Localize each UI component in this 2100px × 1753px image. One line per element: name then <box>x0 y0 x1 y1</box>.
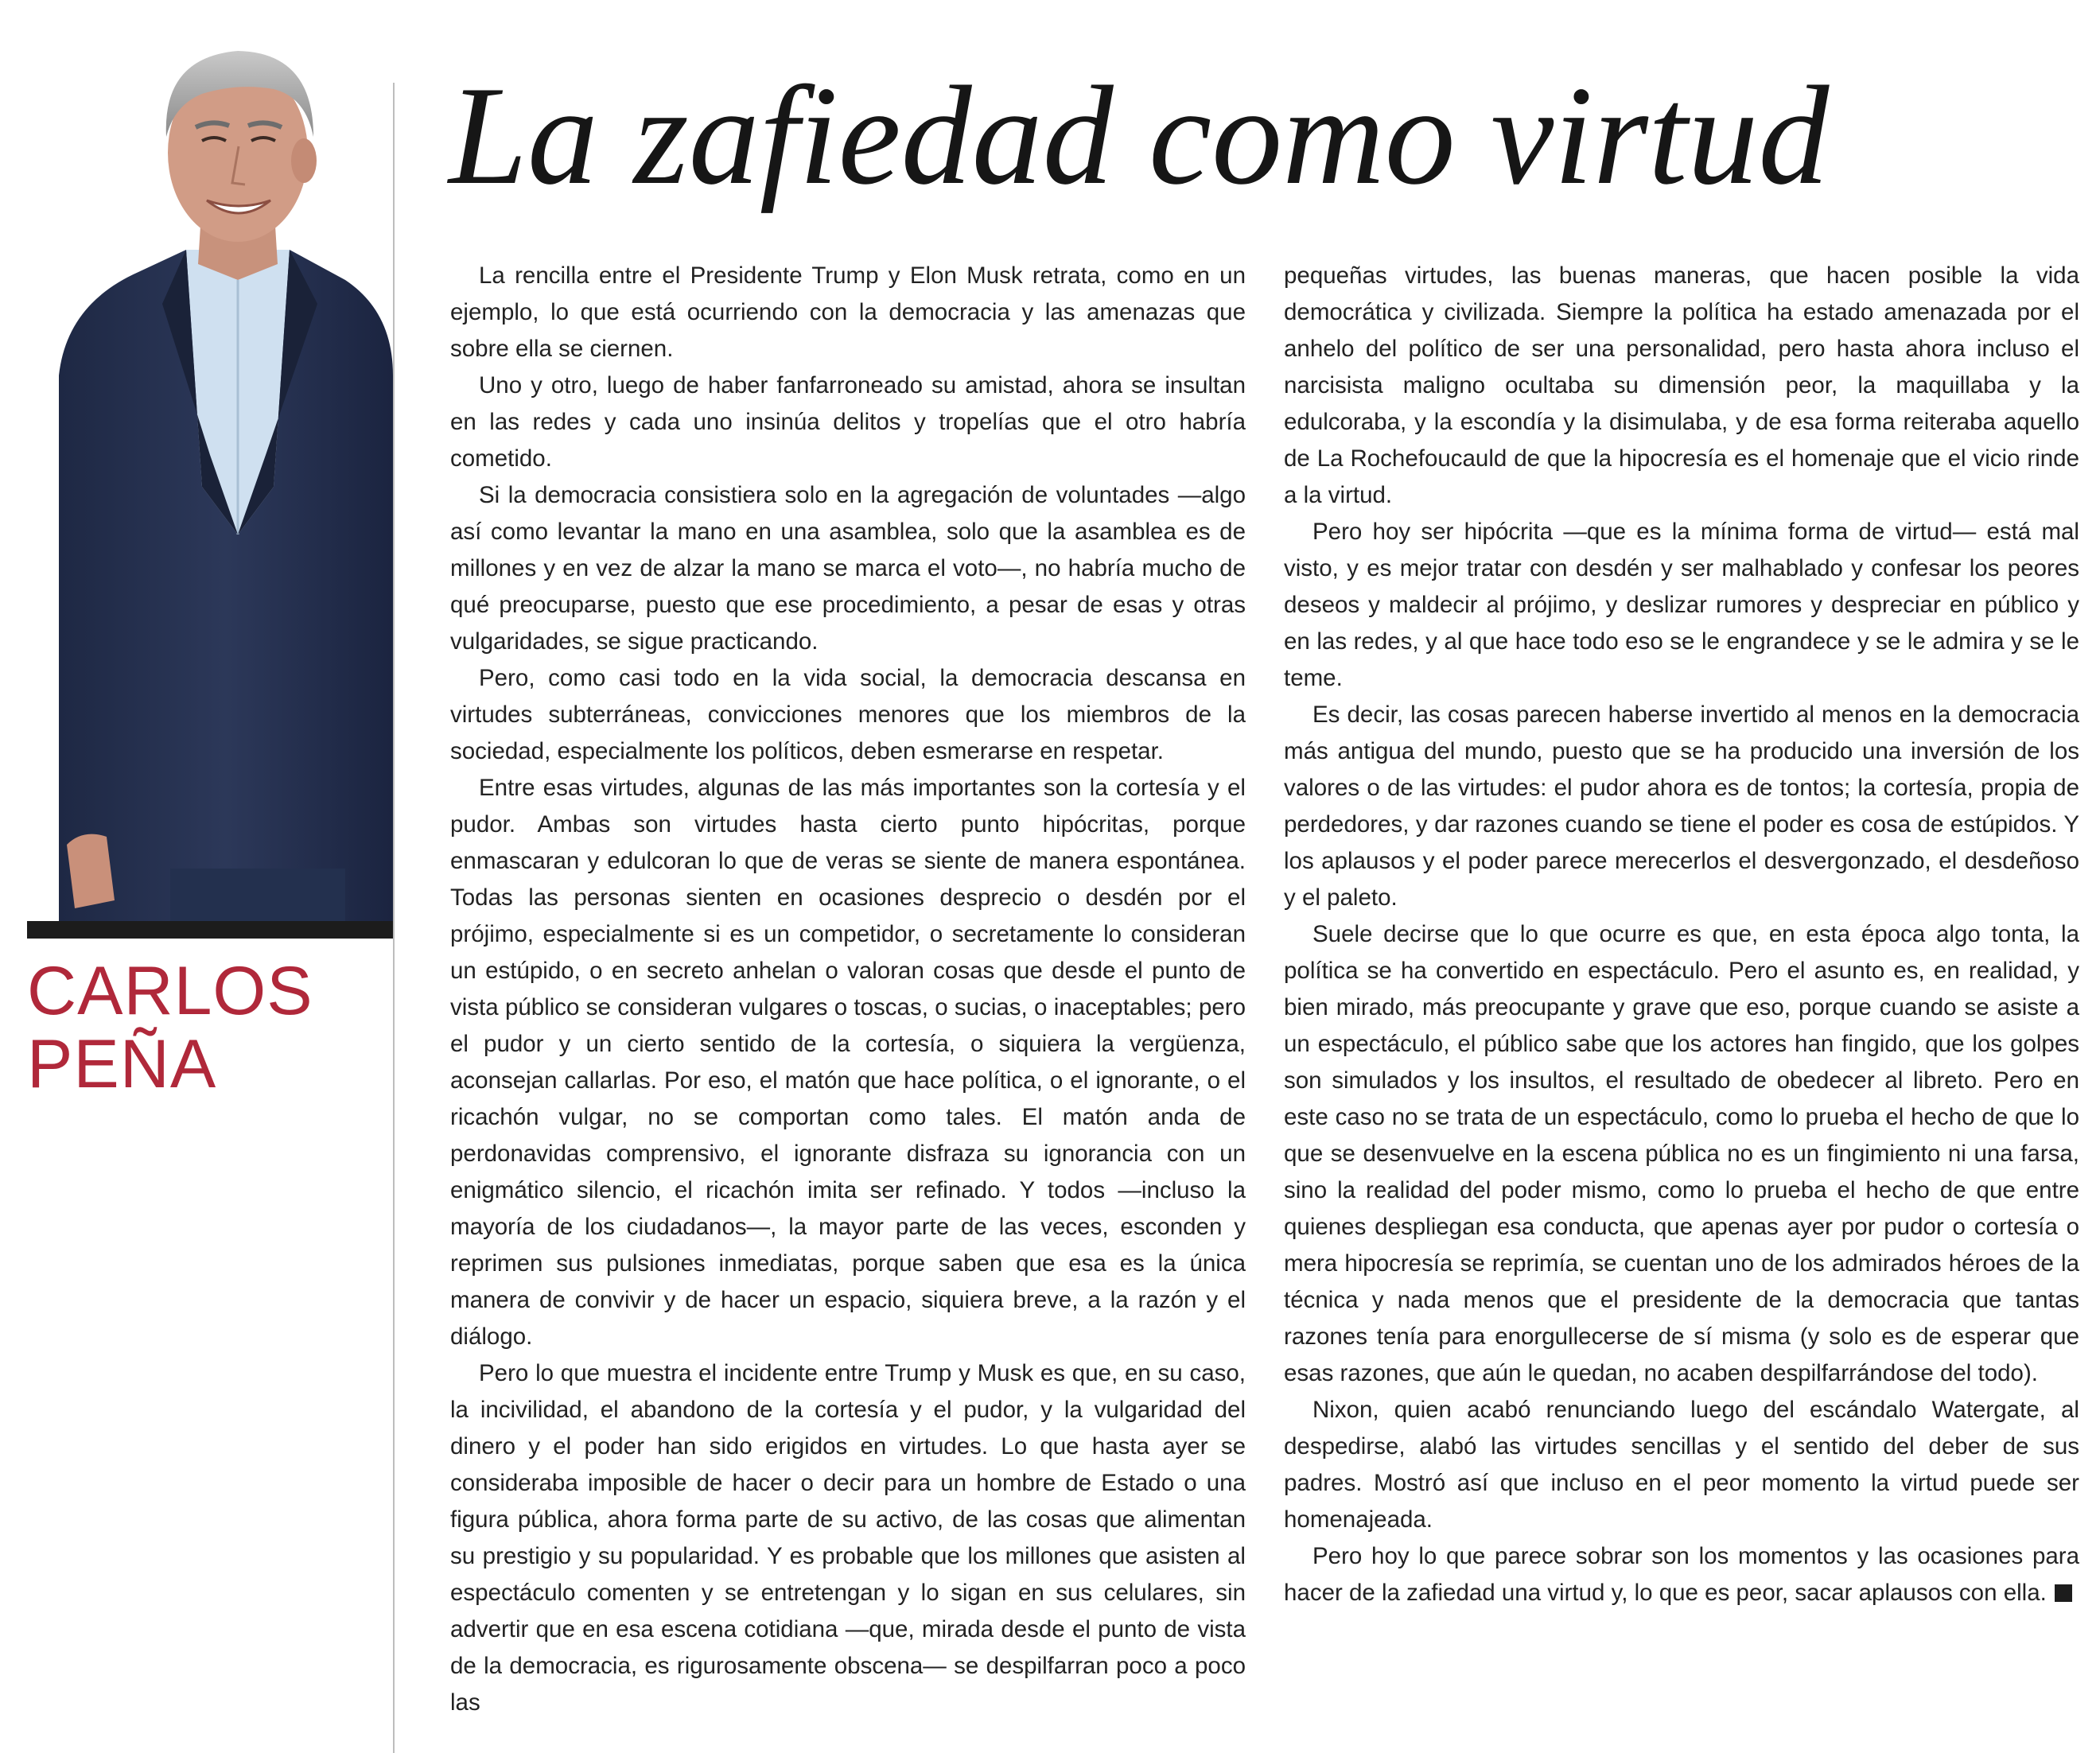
paragraph: Es decir, las cosas parecen haberse invertido al menos en la democracia más antigua del mundo, puesto que se ha producido una inversión de los valores o de las virtudes: el pudor ahora es de tontos; la cortesía, propia de perdedores, y dar razones cuando se tiene el poder es cosa de estúpidos. Y los aplausos y el poder parece merecerlos el desvergonzado, el desdeñoso y el paleto. <box>1284 702 2079 911</box>
paragraph: Pero hoy ser hipócrita —que es la mínima forma de virtud— está mal visto, y es mejor tratar con desdén y ser malhablado y confesar los peores deseos y maldecir al prójimo, y deslizar rumores y despreciar en público y en las redes, y al que hace todo eso se le engrandece y se le admira y se le teme. <box>1284 519 2079 691</box>
article-headline: La zafiedad como virtud <box>449 56 1830 214</box>
article-column-right <box>1284 258 2079 1611</box>
article-column-left <box>450 258 1246 1721</box>
author-first-name: CARLOS <box>27 953 313 1029</box>
column-divider <box>393 83 395 1753</box>
paragraph: Pero lo que muestra el incidente entre Trump y Musk es que, en su caso, la incivilidad, el abandono de la cortesía y el pudor, y la vulgaridad del dinero y el poder han sido erigidos en virtudes. Lo que hasta ayer se consideraba imposible de hacer o decir para un hombre de Estado o una figura pública, ahora forma parte de su activo, de las cosas que alimentan su prestigio y su popularidad. Y es probable que los millones que asisten al espectáculo comenten y se entretengan y lo sigan en sus celulares, sin advertir que en esa escena cotidiana —que, mirada desde el punto de vista de la democracia, es rigurosamente obscena— se despilfarran poco a poco las <box>450 1360 1246 1716</box>
end-of-article-mark <box>2055 1584 2072 1602</box>
author-name <box>27 954 377 1101</box>
photo-caption-bar <box>27 921 393 939</box>
paragraph-final <box>1284 1538 2079 1611</box>
paragraph: Si la democracia consistiera solo en la agregación de voluntades —algo así como levantar la mano en una asamblea, solo que la asamblea es de millones y en vez de alzar la mano se marca el voto—, no habría mucho de qué preocuparse, puesto que ese procedimiento, a pesar de esas y otras vulgaridades, se sigue practicando. <box>450 482 1246 655</box>
paragraph-continuation: pequeñas virtudes, las buenas maneras, que hacen posible la vida democrática y civilizada. Siempre la política ha estado amenazada por el anhelo del político de ser una personalidad, pero hasta ahora incluso el narcisista maligno ocultaba su dimensión peor, la maquillaba y la edulcoraba, y la escondía y la disimulaba, y de esa forma reiteraba aquello de La Rochefoucauld de que la hipocresía es el homenaje que el vicio rinde a la virtud. <box>1284 262 2079 508</box>
author-last-name: PEÑA <box>27 1026 217 1102</box>
paragraph: Suele decirse que lo que ocurre es que, en esta época algo tonta, la política se ha convertido en espectáculo. Pero el asunto es, en realidad, y bien mirado, más preocupante y grave que eso, porque cuando se asiste a un espectáculo, el público sabe que los actores han fingido, que los golpes son simulados y los insultos, el resultado de obedecer al libreto. Pero en este caso no se trata de un espectáculo, como lo prueba el hecho de que lo que se desenvuelve en la escena pública no es un fingimiento ni una farsa, sino la realidad del poder mismo, como lo prueba el hecho de que entre quienes despliegan esa conducta, que apenas ayer por pudor o cortesía o mera hipocresía se reprimía, se cuentan uno de los admirados héroes de la técnica y nada menos que el presidente de la democracia que tantas razones tenía para enorgullecerse de sí misma (y solo es de esperar que esas razones, que aún le quedan, no acaben despilfarrándose del todo). <box>1284 921 2079 1386</box>
paragraph: Pero, como casi todo en la vida social, la democracia descansa en virtudes subterráneas, convicciones menores que los miembros de la sociedad, especialmente los políticos, deben esmerarse en respetar. <box>450 665 1246 764</box>
paragraph: Entre esas virtudes, algunas de las más importantes son la cortesía y el pudor. Ambas son virtudes hasta cierto punto hipócritas, porque enmascaran y edulcoran lo que de veras se siente de manera espontánea. Todas las personas sienten en ocasiones desprecio o desdén por el prójimo, especialmente si es un competidor, o secretamente lo consideran un estúpido, o en secreto anhelan o valoran cosas que desde el punto de vista público se consideran vulgares o toscas, o sucias, o inaceptables; pero el pudor y un cierto sentido de la cortesía, o siquiera la vergüenza, aconsejan callarlas. Por eso, el matón que hace política, o el ignorante, o el ricachón vulgar, no se comportan como tales. El matón anda de perdonavidas comprensivo, el ignorante disfraza su ignorancia con un enigmático silencio, el ricachón imita ser refinado. Y todos —incluso la mayoría de los ciudadanos—, la mayor parte de las veces, esconden y reprimen sus pulsiones inmediatas, porque saben que esa es la única manera de convivir y de hacer un espacio, siquiera breve, a la razón y el diálogo. <box>450 775 1246 1350</box>
paragraph: Nixon, quien acabó renunciando luego del escándalo Watergate, al despedirse, alabó las virtudes sencillas y el sentido del deber de sus padres. Mostró así que incluso en el peor momento la virtud puede ser homenajeada. <box>1284 1397 2079 1533</box>
paragraph: Uno y otro, luego de haber fanfarroneado su amistad, ahora se insultan en las redes y cada uno insinúa delitos y tropelías que el otro habría cometido. <box>450 372 1246 472</box>
final-paragraph-text: Pero hoy lo que parece sobrar son los momentos y las ocasiones para hacer de la zafiedad una virtud y, lo que es peor, sacar aplausos con ella. <box>1284 1543 2079 1606</box>
paragraph: La rencilla entre el Presidente Trump y Elon Musk retrata, como en un ejemplo, lo que está ocurriendo con la democracia y las amenazas que sobre ella se ciernen. <box>450 262 1246 362</box>
author-portrait-illustration <box>51 41 393 923</box>
author-photo <box>51 41 393 923</box>
